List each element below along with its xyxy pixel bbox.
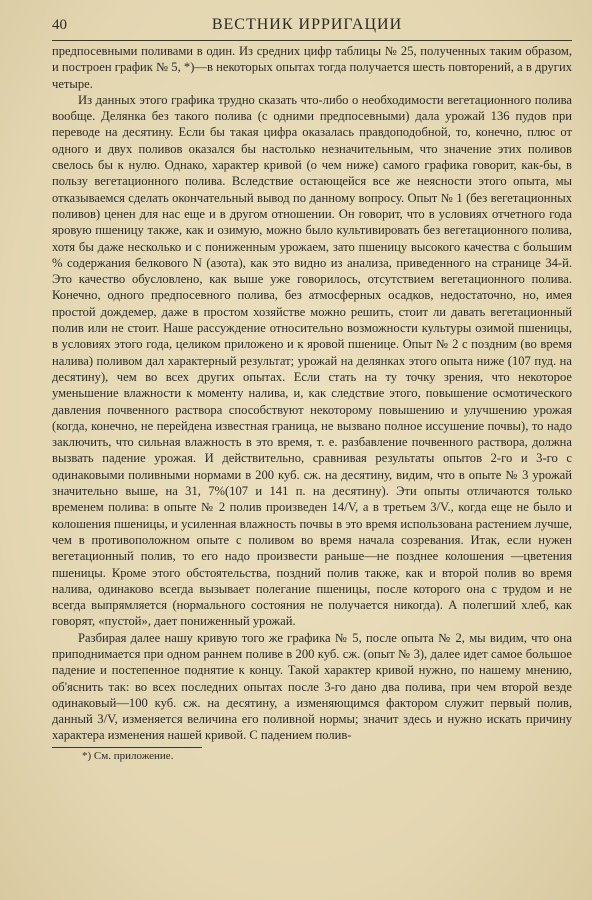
journal-title: ВЕСТНИК ИРРИГАЦИИ	[211, 16, 403, 33]
paragraph: Разбирая далее нашу кривую того же графика № 5, после опыта № 2, мы видим, что она приподнимается при одном раннем поливе в 200 куб. сж. (опыт № 3), далее идет самое большое падение и постепенное поднятие к концу. Такой характер кривой нужно, по нашему мнению, об'яснить так: во всех последних опытах после 3-го дано два полива, при чем второй везде одинаковый—100 куб. сж. на десятину, а изменяющимся фактором служит первый полив, данный 3/V, изменяется величина его поливной нормы; значит здесь и нужно искать причину характера изменения нашей кривой. С падением полив-	[52, 630, 572, 743]
footnote: *) См. приложение.	[82, 749, 174, 762]
page-number: 40	[52, 17, 67, 33]
paragraph: Из данных этого графика трудно сказать что-либо о необходимости вегетационного полива вообще. Делянка без такого полива (с одними предпосевными) дала урожай 136 пудов при переводе на десятину. Если бы такая цифра оказалась правдоподобной, то, конечно, плюс от одного и двух поливов оказался бы настолько незначительным, что значение этих поливов свелось бы к нулю. Однако, характер кривой (о чем ниже) самого графика говорит, как-бы, в пользу вегетационного полива. Вследствие остающейся все же неясности этого опыта, мы отказываемся сделать окончательный вывод по данному вопросу. Опыт № 1 (без вегетационных поливов) ценен для нас еще и в другом отношении. Он говорит, что в условиях отчетного года яровую пшеницу также, как и озимую, можно было культивировать без вегетационного полива, хотя бы даже несколько и с пониженным урожаем, зато пшеницу высокого качества с большим % содержания белкового N (азота), как это видно из анализа, приведенного на странице 34-й. Это качество обусловлено, как выше уже говорилось, отсутствием вегетационного полива. Конечно, одного предпосевного полива, без атмосферных осадков, недостаточно, но, имея простой дождемер, даже в простом хозяйстве можно решить, стоит ли давать вегетационный полив или не стоит. Наше рассуждение относительно возможности культуры озимой пшеницы, в условиях этого года, целиком приложено и к яровой пшенице. Опыт № 2 с поздним (во время налива) поливом дал характерный результат; урожай на делянках этого опыта ниже (107 пуд. на десятину), чем во всех других опытах. Если стать на ту точку зрения, что некоторое уменьшение влажности к моменту налива, и, как следствие этого, повышение осмотического давления почвенного раствора способствуют некоторому повышению и улучшению урожая (когда, конечно, не перейдена известная граница, не вызвано полное иссушение почвы), то надо заключить, что сильная влажность в это время, т. е. разбавление почвенного раствора, должна вызвать падение урожая. И действительно, сравнивая результаты опытов 2-го и 3-го с одинаковыми поливными нормами в 200 куб. сж. на десятину, видим, что в опыте № 3 урожай значительно выше, на 31, 7%(107 и 141 п. на десятину). Эти опыты отличаются только временем полива: в опыте № 2 полив произведен 14/V, а в третьем 3/V., когда еще не было и колошения пшеницы, и усиленная влажность почвы в это время использована растением лучше, чем в противоположном опыте с поливом во время начала созревания. Итак, если нужен вегетационный полив, то его надо произвести раньше—не позднее колошения —цветения пшеницы. Кроме этого обстоятельства, поздний полив также, как и второй полив во время налива, одинаково всегда вызывает полегание пшеницы, после которого она с трудом и не всегда выпрямляется (нормального состояния не получается никогда). А полегший хлеб, как говорят, «пустой», дает пониженный урожай.	[52, 92, 572, 629]
article-body	[52, 43, 572, 744]
footnote-divider	[52, 747, 202, 748]
running-header	[52, 16, 572, 41]
paragraph-continued: предпосевными поливами в один. Из средних цифр таблицы № 25, полученных таким образом, и построен график № 5, *)—в некоторых опытах тогда получается шесть повторений, а в других четыре.	[52, 44, 572, 91]
